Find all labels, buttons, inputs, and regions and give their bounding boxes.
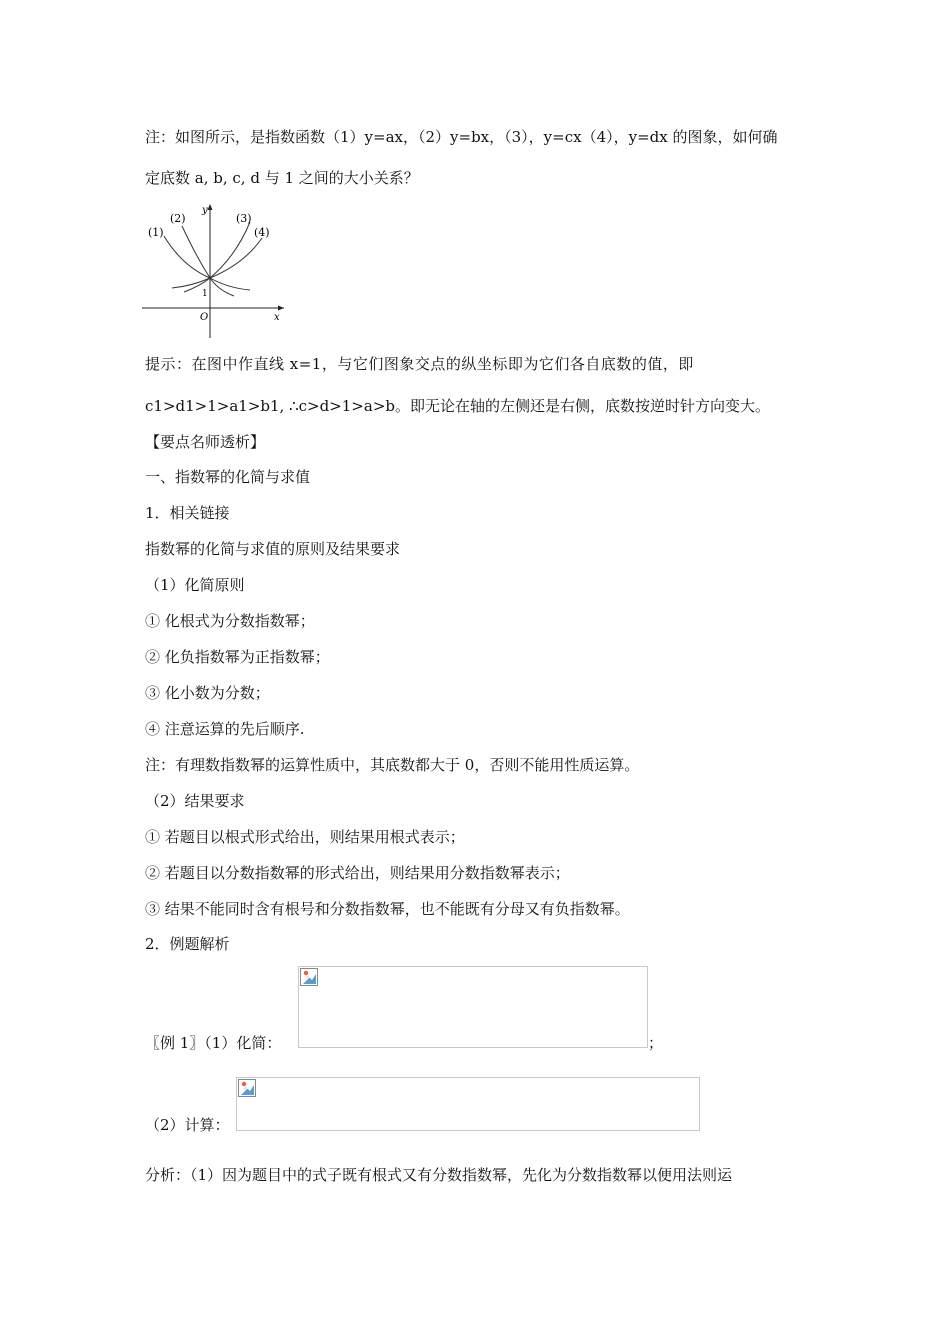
part2-title: （2）结果要求	[145, 792, 245, 810]
part1-title: （1）化简原则	[145, 576, 245, 594]
curve-label-3: (3)	[236, 212, 252, 225]
part2-item-3: ③ 结果不能同时含有根号和分数指数幂，也不能既有分母又有负指数幂。	[145, 900, 630, 918]
curve-label-2: (2)	[170, 212, 186, 225]
subheading-examples: 2．例题解析	[145, 935, 230, 953]
analysis-text: 分析：（1）因为题目中的式子既有根式又有分数指数幂，先化为分数指数幂以便用法则运	[145, 1166, 733, 1184]
note-2: 注：有理数指数幂的运算性质中，其底数都大于 0，否则不能用性质运算。	[145, 756, 640, 774]
one-label: 1	[202, 289, 208, 299]
broken-image-icon	[238, 1079, 256, 1097]
example-1-suffix: ；	[648, 1034, 664, 1052]
example-1-prefix: 〖例 1〗（1）化简：	[145, 1034, 282, 1052]
broken-image-placeholder-1	[298, 966, 648, 1048]
section-heading: 【要点名师透析】	[145, 433, 266, 451]
broken-image-placeholder-2	[236, 1077, 700, 1131]
hint-line-2: c1>d1>1>a1>b1, ∴c>d>1>a>b。即无论在轴的左侧还是右侧，底数按逆时针方向变大。	[145, 397, 770, 415]
curve-label-4: (4)	[254, 226, 270, 239]
x-axis-label: x	[274, 312, 280, 323]
broken-image-icon	[300, 968, 318, 986]
part2-item-1: ① 若题目以根式形式给出，则结果用根式表示；	[145, 828, 465, 846]
example-1-part-2-label: （2）计算：	[145, 1116, 230, 1134]
y-axis-arrow	[208, 204, 213, 210]
x-axis-arrow	[278, 306, 284, 311]
note-paragraph-line-2: 定底数 a, b, c, d 与 1 之间的大小关系？	[145, 169, 419, 187]
hint-line-1: 提示：在图中作直线 x=1，与它们图象交点的纵坐标即为它们各自底数的值，即	[145, 355, 694, 373]
y-axis-label: y	[202, 205, 208, 216]
exponential-graph-figure	[138, 200, 288, 342]
part1-item-1: ① 化根式为分数指数幂；	[145, 612, 315, 630]
note-paragraph-line-1: 注：如图所示，是指数函数（1）y=ax，（2）y=bx，（3），y=cx（4），y=dx 的图象，如何确	[145, 128, 778, 146]
origin-label: O	[200, 312, 209, 323]
part1-item-2: ② 化负指数幂为正指数幂；	[145, 648, 330, 666]
curve-label-1: (1)	[148, 226, 164, 239]
subheading-related-links: 1．相关链接	[145, 504, 230, 522]
intro-text: 指数幂的化简与求值的原则及结果要求	[145, 540, 401, 558]
topic-heading-1: 一、指数幂的化简与求值	[145, 468, 311, 486]
part1-item-3: ③ 化小数为分数；	[145, 684, 270, 702]
part1-item-4: ④ 注意运算的先后顺序.	[145, 720, 305, 738]
part2-item-2: ② 若题目以分数指数幂的形式给出，则结果用分数指数幂表示；	[145, 864, 570, 882]
